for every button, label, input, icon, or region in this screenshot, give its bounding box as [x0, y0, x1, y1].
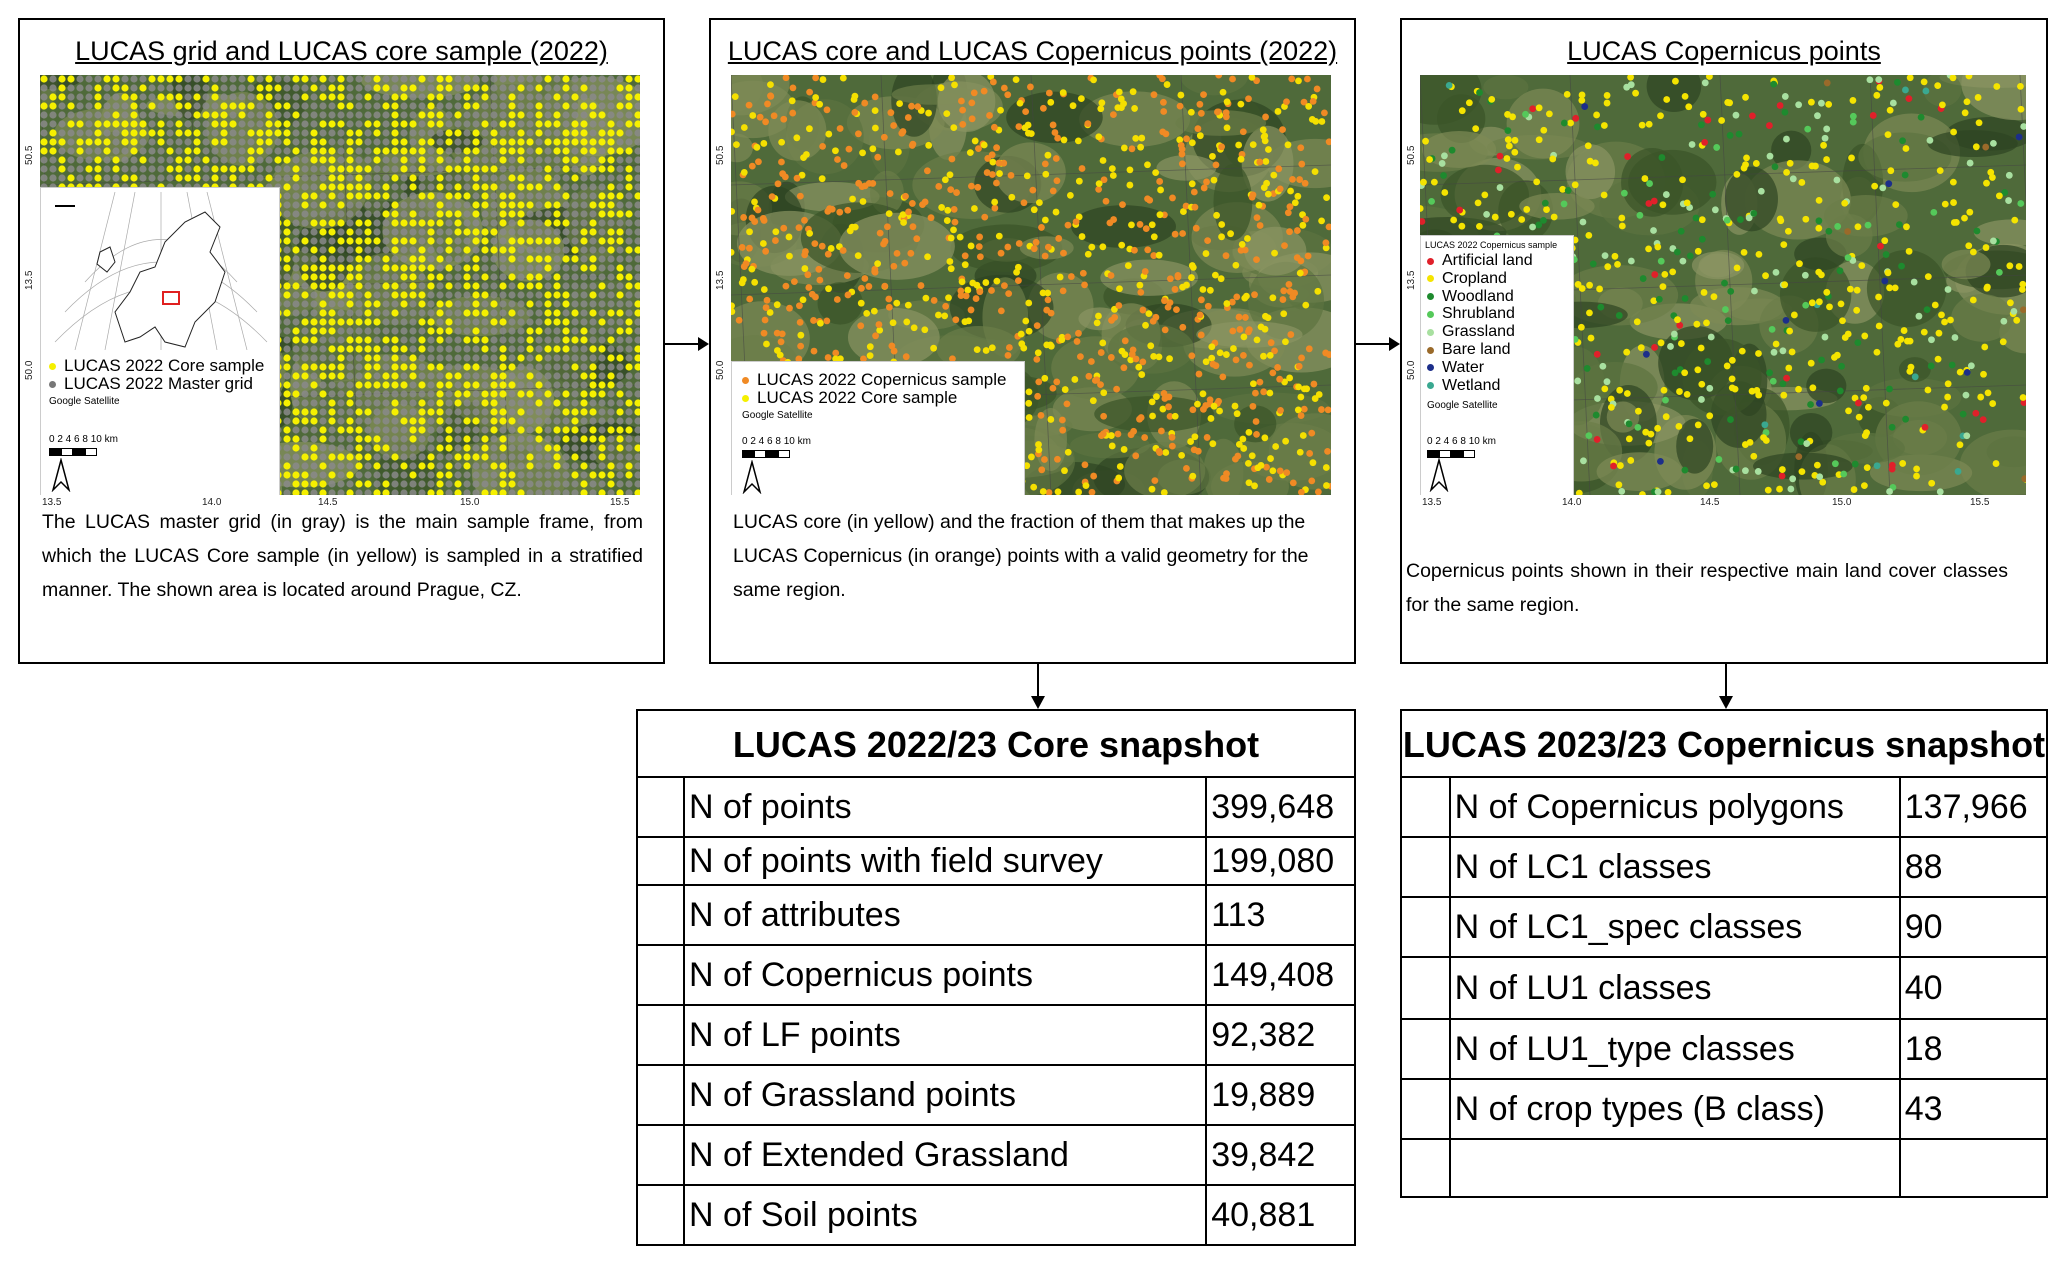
- arrow-right-icon: [664, 334, 710, 354]
- table-row: [1401, 1019, 2047, 1079]
- x-tick: 13.5: [1422, 497, 1442, 508]
- legend-label: Shrubland: [1442, 305, 1515, 323]
- arrow-right-icon: [1355, 334, 1401, 354]
- legend-item-core: [49, 356, 264, 376]
- row-index-cell: [1401, 1079, 1450, 1139]
- legend-label: LUCAS 2022 Master grid: [64, 374, 253, 393]
- basemap-label: Google Satellite: [742, 410, 813, 421]
- row-index-cell: [637, 837, 684, 885]
- row-value: 199,080: [1206, 837, 1355, 885]
- scale-label: 0 2 4 6 8 10 km: [49, 434, 118, 445]
- table-row: [637, 837, 1355, 885]
- basemap-label: Google Satellite: [49, 396, 120, 407]
- legend-label: Artificial land: [1442, 252, 1533, 269]
- panel-title: LUCAS grid and LUCAS core sample (2022): [75, 36, 608, 66]
- row-value: 113: [1206, 885, 1355, 945]
- map-inset-legend: [40, 187, 280, 495]
- y-tick: 50.0: [24, 360, 35, 380]
- row-value: 92,382: [1206, 1005, 1355, 1065]
- legend-dot: [1427, 293, 1434, 300]
- legend-dot: [1427, 329, 1434, 336]
- table-row: [637, 1065, 1355, 1125]
- row-label: [1450, 1139, 1900, 1197]
- row-label: N of Extended Grassland: [684, 1125, 1206, 1185]
- row-value: 19,889: [1206, 1065, 1355, 1125]
- scale-label: 0 2 4 6 8 10 km: [1427, 436, 1496, 447]
- row-label: N of LU1_type classes: [1450, 1019, 1900, 1079]
- row-label: N of LC1 classes: [1450, 837, 1900, 897]
- row-index-cell: [1401, 777, 1450, 837]
- y-tick: 50.0: [715, 360, 726, 380]
- panel-title: LUCAS Copernicus points: [1567, 36, 1881, 66]
- map-inset-legend: [1420, 235, 1574, 495]
- panel-grid-core: [18, 18, 665, 664]
- legend-dot: [1427, 258, 1434, 265]
- x-tick: 15.0: [460, 497, 480, 508]
- panel-caption: The LUCAS master grid (in gray) is the main sample frame, from which the LUCAS Core sample (in yellow) is sampled in a stratified manner. The shown area is located around Prague, CZ.: [42, 511, 643, 601]
- panel-core-copernicus: [709, 18, 1356, 664]
- north-arrow-icon: [742, 460, 762, 494]
- scale-label: 0 2 4 6 8 10 km: [742, 436, 811, 447]
- legend-item: [1427, 288, 1514, 306]
- scale-bar: [1427, 450, 1475, 458]
- row-index-cell: [637, 1185, 684, 1245]
- scale-bar: [742, 450, 790, 458]
- y-tick: 50.5: [1406, 145, 1417, 165]
- row-value: 149,408: [1206, 945, 1355, 1005]
- arrow-down-icon: [1028, 664, 1048, 710]
- x-tick: 15.5: [1970, 497, 1990, 508]
- row-label: N of Soil points: [684, 1185, 1206, 1245]
- y-tick: 50.0: [1406, 360, 1417, 380]
- table-row: [1401, 957, 2047, 1019]
- legend-dot: [1427, 275, 1434, 282]
- row-label: N of LU1 classes: [1450, 957, 1900, 1019]
- row-label: N of Grassland points: [684, 1065, 1206, 1125]
- legend-item-core: [742, 388, 957, 408]
- legend-label: LUCAS 2022 Core sample: [64, 356, 265, 375]
- row-index-cell: [1401, 1139, 1450, 1197]
- legend-title: LUCAS 2022 Copernicus sample: [1425, 240, 1558, 250]
- row-value: 40: [1900, 957, 2047, 1019]
- row-value: 40,881: [1206, 1185, 1355, 1245]
- y-tick: 13.5: [24, 270, 35, 290]
- map-grid-core: [40, 75, 640, 495]
- row-value: 90: [1900, 897, 2047, 957]
- row-index-cell: [637, 777, 684, 837]
- row-label: N of points with field survey: [684, 837, 1206, 885]
- basemap-label: Google Satellite: [1427, 400, 1498, 411]
- y-tick: 50.5: [24, 145, 35, 165]
- table-row: [637, 1185, 1355, 1245]
- panel-title: LUCAS core and LUCAS Copernicus points (2022): [727, 36, 1338, 66]
- legend-item-copernicus: [742, 370, 1006, 390]
- core-snapshot-title: LUCAS 2022/23 Core snapshot: [636, 709, 1356, 777]
- legend-item: [1427, 305, 1515, 323]
- row-value: 88: [1900, 837, 2047, 897]
- table-row: [637, 1005, 1355, 1065]
- arrow-down-icon: [1716, 664, 1736, 710]
- legend-label: Wetland: [1442, 376, 1501, 394]
- legend-label: Cropland: [1442, 269, 1507, 287]
- x-tick: 14.5: [318, 497, 338, 508]
- legend-dot: [49, 381, 56, 388]
- y-tick: 13.5: [715, 270, 726, 290]
- row-value: 43: [1900, 1079, 2047, 1139]
- europe-overview-map: [45, 192, 277, 350]
- table-row: [1401, 777, 2047, 837]
- row-value: [1900, 1139, 2047, 1197]
- row-index-cell: [1401, 1019, 1450, 1079]
- legend-label: LUCAS 2022 Copernicus sample: [757, 370, 1007, 389]
- row-label: N of crop types (B class): [1450, 1079, 1900, 1139]
- legend-item: [1427, 377, 1500, 395]
- row-value: 39,842: [1206, 1125, 1355, 1185]
- x-tick: 15.0: [1832, 497, 1852, 508]
- copernicus-snapshot-table: [1400, 776, 2048, 1198]
- row-value: 399,648: [1206, 777, 1355, 837]
- table-row: [1401, 897, 2047, 957]
- legend-item: [1427, 252, 1533, 270]
- row-label: N of attributes: [684, 885, 1206, 945]
- legend-label: Grassland: [1442, 323, 1515, 341]
- table-row: [637, 945, 1355, 1005]
- table-row: [1401, 1139, 2047, 1197]
- x-tick: 15.5: [610, 497, 630, 508]
- legend-dot: [1427, 382, 1434, 389]
- panel-caption: Copernicus points shown in their respective main land cover classes for the same region.: [1406, 560, 2008, 616]
- legend-item: [1427, 359, 1484, 377]
- copernicus-snapshot-title: LUCAS 2023/23 Copernicus snapshot: [1400, 709, 2048, 777]
- row-index-cell: [637, 945, 684, 1005]
- legend-label: LUCAS 2022 Core sample: [757, 388, 958, 407]
- y-tick: 13.5: [1406, 270, 1417, 290]
- panel-copernicus-classes: [1400, 18, 2048, 664]
- x-tick: 14.5: [1700, 497, 1720, 508]
- table-row: [1401, 1079, 2047, 1139]
- row-label: N of LC1_spec classes: [1450, 897, 1900, 957]
- row-label: N of Copernicus polygons: [1450, 777, 1900, 837]
- row-index-cell: [637, 885, 684, 945]
- table-row: [637, 1125, 1355, 1185]
- row-value: 18: [1900, 1019, 2047, 1079]
- legend-dot: [1427, 347, 1434, 354]
- legend-dot: [1427, 311, 1434, 318]
- scale-bar: [49, 448, 97, 456]
- row-index-cell: [637, 1005, 684, 1065]
- legend-dot: [1427, 364, 1434, 371]
- map-inset-legend: [731, 361, 1025, 495]
- table-row: [1401, 837, 2047, 897]
- north-arrow-icon: [1429, 458, 1449, 492]
- legend-dot: [742, 377, 749, 384]
- y-tick: 50.5: [715, 145, 726, 165]
- north-arrow-icon: [51, 458, 71, 492]
- map-copernicus-classes: [1420, 75, 2026, 495]
- row-label: N of Copernicus points: [684, 945, 1206, 1005]
- legend-label: Bare land: [1442, 341, 1511, 358]
- row-index-cell: [1401, 897, 1450, 957]
- table-row: [637, 885, 1355, 945]
- legend-label: Water: [1442, 358, 1485, 376]
- legend-item: [1427, 270, 1507, 288]
- table-row: [637, 777, 1355, 837]
- row-index-cell: [1401, 957, 1450, 1019]
- legend-dot: [742, 395, 749, 402]
- row-value: 137,966: [1900, 777, 2047, 837]
- row-label: N of LF points: [684, 1005, 1206, 1065]
- legend-dot: [49, 363, 56, 370]
- x-tick: 14.0: [202, 497, 222, 508]
- row-index-cell: [1401, 837, 1450, 897]
- row-index-cell: [637, 1065, 684, 1125]
- legend-item: [1427, 341, 1511, 359]
- x-tick: 13.5: [42, 497, 62, 508]
- legend-item: [1427, 323, 1515, 341]
- legend-label: Woodland: [1442, 287, 1514, 305]
- legend-item-master-grid: [49, 374, 253, 394]
- row-index-cell: [637, 1125, 684, 1185]
- core-snapshot-table: [636, 776, 1356, 1246]
- row-label: N of points: [684, 777, 1206, 837]
- panel-caption: LUCAS core (in yellow) and the fraction of them that makes up the LUCAS Copernicus (in orange) points with a valid geometry for the same region.: [733, 511, 1309, 601]
- map-core-copernicus: [731, 75, 1331, 495]
- x-tick: 14.0: [1562, 497, 1582, 508]
